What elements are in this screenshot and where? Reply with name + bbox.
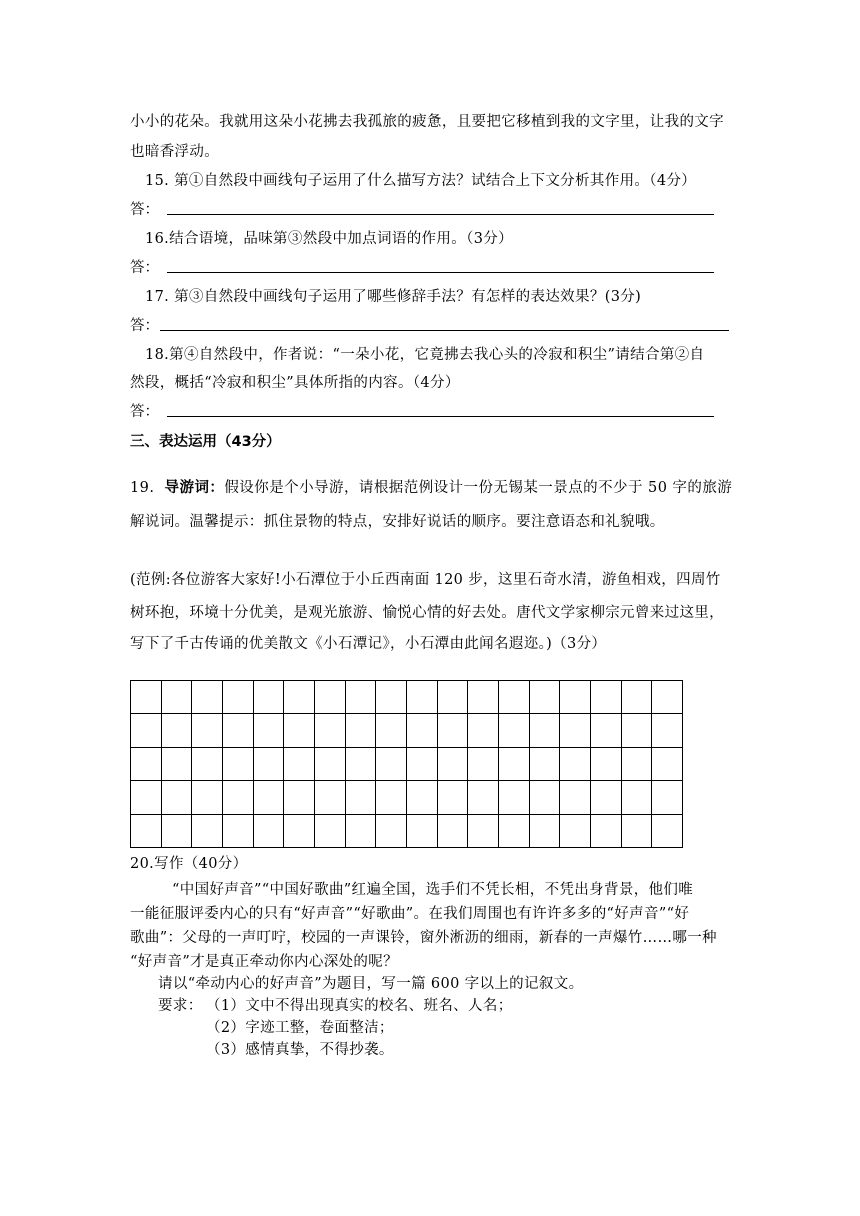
- question-19-text: 假设你是个小导游，请根据范例设计一份无锡某一景点的不少于 50 字的旅游: [224, 480, 733, 496]
- grid-cell[interactable]: [560, 814, 591, 847]
- grid-cell[interactable]: [529, 781, 560, 814]
- grid-cell[interactable]: [590, 714, 621, 747]
- grid-cell[interactable]: [437, 814, 468, 847]
- grid-cell[interactable]: [131, 714, 162, 747]
- example-line: 树环抱，环境十分优美，是观光旅游、愉悦心情的好去处。唐代文学家柳宗元曾来过这里，: [130, 605, 724, 621]
- grid-cell[interactable]: [161, 714, 192, 747]
- grid-cell[interactable]: [131, 781, 162, 814]
- grid-cell[interactable]: [345, 747, 376, 780]
- grid-cell[interactable]: [161, 747, 192, 780]
- grid-cell[interactable]: [560, 714, 591, 747]
- prompt-line: 歌曲”：父母的一声叮咛，校园的一声课铃，窗外淅沥的细雨，新春的一声爆竹……哪一种: [130, 930, 717, 946]
- grid-cell[interactable]: [192, 681, 223, 714]
- requirement-item: （3）感情真挚，不得抄袭。: [206, 1042, 394, 1058]
- grid-cell[interactable]: [529, 681, 560, 714]
- writing-grid[interactable]: [130, 680, 683, 848]
- grid-cell[interactable]: [131, 814, 162, 847]
- grid-cell[interactable]: [498, 681, 529, 714]
- grid-cell[interactable]: [406, 747, 437, 780]
- grid-cell[interactable]: [192, 747, 223, 780]
- grid-cell[interactable]: [652, 747, 683, 780]
- grid-cell[interactable]: [406, 681, 437, 714]
- question-20-title: 20.写作（40分）: [130, 856, 248, 872]
- grid-cell[interactable]: [222, 681, 253, 714]
- grid-cell[interactable]: [314, 747, 345, 780]
- question-19: [130, 478, 732, 498]
- requirements-label: 要求：: [158, 998, 203, 1014]
- answer-line-18[interactable]: [167, 416, 714, 417]
- grid-cell[interactable]: [468, 747, 499, 780]
- question-17: 17. 第③自然段中画线句子运用了哪些修辞手法？有怎样的表达效果？(3分): [145, 289, 642, 305]
- answer-line-17[interactable]: [160, 330, 729, 331]
- grid-cell[interactable]: [345, 814, 376, 847]
- grid-cell[interactable]: [560, 681, 591, 714]
- question-18: 18.第④自然段中，作者说：“一朵小花，它竟拂去我心头的冷寂和积尘”请结合第②自: [145, 347, 705, 363]
- grid-cell[interactable]: [253, 714, 284, 747]
- prompt-line: 一能征服评委内心的只有“好声音”“好歌曲”。在我们周围也有许许多多的“好声音”“好: [130, 906, 690, 922]
- grid-cell[interactable]: [161, 814, 192, 847]
- grid-cell[interactable]: [253, 747, 284, 780]
- grid-cell[interactable]: [253, 681, 284, 714]
- grid-cell[interactable]: [314, 781, 345, 814]
- grid-cell[interactable]: [498, 781, 529, 814]
- grid-cell[interactable]: [222, 781, 253, 814]
- grid-cell[interactable]: [468, 681, 499, 714]
- grid-cell[interactable]: [498, 814, 529, 847]
- grid-row: [131, 814, 683, 847]
- grid-cell[interactable]: [222, 714, 253, 747]
- grid-cell[interactable]: [652, 714, 683, 747]
- grid-cell[interactable]: [192, 781, 223, 814]
- grid-cell[interactable]: [529, 747, 560, 780]
- grid-cell[interactable]: [652, 681, 683, 714]
- grid-cell[interactable]: [161, 781, 192, 814]
- grid-cell[interactable]: [498, 714, 529, 747]
- grid-cell[interactable]: [284, 714, 315, 747]
- grid-cell[interactable]: [131, 681, 162, 714]
- question-19-number: 19.: [130, 480, 155, 496]
- grid-cell[interactable]: [590, 814, 621, 847]
- grid-cell[interactable]: [621, 714, 652, 747]
- grid-cell[interactable]: [437, 681, 468, 714]
- prompt-line: “中国好声音”“中国好歌曲”红遍全国，选手们不凭长相，不凭出身背景，他们唯: [172, 882, 694, 898]
- grid-cell[interactable]: [468, 814, 499, 847]
- grid-cell[interactable]: [621, 781, 652, 814]
- grid-cell[interactable]: [131, 747, 162, 780]
- grid-cell[interactable]: [314, 681, 345, 714]
- grid-cell[interactable]: [652, 814, 683, 847]
- grid-cell[interactable]: [345, 714, 376, 747]
- answer-label: 答：: [130, 318, 159, 334]
- grid-cell[interactable]: [406, 814, 437, 847]
- writing-instruction: 请以“牵动内心的好声音”为题目，写一篇 600 字以上的记叙文。: [158, 976, 584, 992]
- grid-cell[interactable]: [161, 681, 192, 714]
- grid-cell[interactable]: [376, 814, 407, 847]
- grid-cell[interactable]: [560, 781, 591, 814]
- question-15: 15. 第①自然段中画线句子运用了什么描写方法？试结合上下文分析其作用。（4分）: [145, 173, 697, 189]
- requirement-item: （2）字迹工整，卷面整洁；: [206, 1020, 394, 1036]
- prompt-line: “好声音”才是真正牵动你内心深处的呢？: [130, 954, 398, 970]
- grid-cell[interactable]: [621, 681, 652, 714]
- question-19-label: 导游词：: [164, 479, 225, 496]
- grid-row: [131, 781, 683, 814]
- grid-cell[interactable]: [621, 747, 652, 780]
- grid-cell[interactable]: [468, 714, 499, 747]
- grid-cell[interactable]: [406, 781, 437, 814]
- passage-line: 也暗香浮动。: [130, 144, 220, 160]
- grid-cell[interactable]: [253, 781, 284, 814]
- grid-cell[interactable]: [590, 747, 621, 780]
- answer-label: 答：: [130, 202, 159, 218]
- grid-cell[interactable]: [590, 681, 621, 714]
- grid-cell[interactable]: [621, 814, 652, 847]
- passage-line: 小小的花朵。我就用这朵小花拂去我孤旅的疲惫，且要把它移植到我的文字里，让我的文字: [130, 114, 724, 130]
- grid-cell[interactable]: [314, 714, 345, 747]
- grid-cell[interactable]: [284, 681, 315, 714]
- question-16: 16.结合语境，品味第③然段中加点词语的作用。（3分）: [145, 231, 513, 247]
- grid-cell[interactable]: [345, 681, 376, 714]
- grid-cell[interactable]: [376, 714, 407, 747]
- section-title: 三、表达运用（43分）: [130, 434, 281, 450]
- requirement-item: （1）文中不得出现真实的校名、班名、人名；: [206, 998, 513, 1014]
- grid-cell[interactable]: [284, 814, 315, 847]
- grid-cell[interactable]: [406, 714, 437, 747]
- grid-cell[interactable]: [314, 814, 345, 847]
- grid-row: [131, 714, 683, 747]
- grid-cell[interactable]: [376, 747, 407, 780]
- grid-cell[interactable]: [284, 781, 315, 814]
- grid-row: [131, 681, 683, 714]
- grid-cell[interactable]: [652, 781, 683, 814]
- grid-cell[interactable]: [192, 714, 223, 747]
- grid-cell[interactable]: [590, 781, 621, 814]
- grid-cell[interactable]: [437, 714, 468, 747]
- grid-cell[interactable]: [529, 714, 560, 747]
- example-line: 写下了千古传诵的优美散文《小石潭记》，小石潭由此闻名遐迩。)（3分）: [130, 636, 607, 652]
- answer-line-16[interactable]: [167, 272, 714, 273]
- grid-row: [131, 747, 683, 780]
- grid-cell[interactable]: [222, 814, 253, 847]
- question-19-cont: 解说词。温馨提示：抓住景物的特点，安排好说话的顺序。要注意语态和礼貌哦。: [130, 514, 665, 530]
- example-line: (范例:各位游客大家好!小石潭位于小丘西南面 120 步，这里石奇水清，游鱼相戏，四周竹: [130, 572, 721, 588]
- grid-cell[interactable]: [437, 781, 468, 814]
- grid-cell[interactable]: [437, 747, 468, 780]
- grid-cell[interactable]: [345, 781, 376, 814]
- grid-cell[interactable]: [192, 814, 223, 847]
- grid-cell[interactable]: [376, 781, 407, 814]
- answer-line-15[interactable]: [167, 214, 714, 215]
- grid-cell[interactable]: [468, 781, 499, 814]
- answer-label: 答：: [130, 260, 159, 276]
- grid-cell[interactable]: [560, 747, 591, 780]
- grid-cell[interactable]: [222, 747, 253, 780]
- grid-cell[interactable]: [253, 814, 284, 847]
- grid-cell[interactable]: [498, 747, 529, 780]
- grid-cell[interactable]: [376, 681, 407, 714]
- grid-cell[interactable]: [529, 814, 560, 847]
- answer-label: 答：: [130, 404, 159, 420]
- question-18-cont: 然段，概括“冷寂和积尘”具体所指的内容。（4分）: [130, 375, 460, 391]
- grid-cell[interactable]: [284, 747, 315, 780]
